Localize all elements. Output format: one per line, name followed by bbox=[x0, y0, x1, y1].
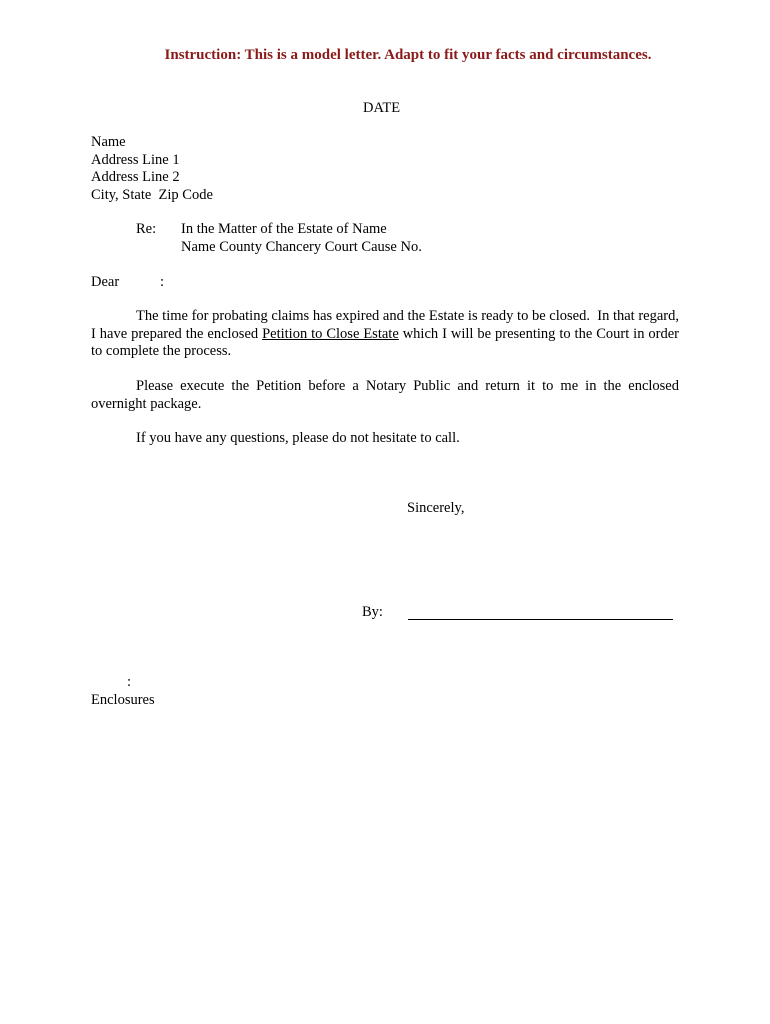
letter-date: DATE bbox=[363, 100, 401, 116]
recipient-address-line-1: Address Line 1 bbox=[91, 151, 180, 168]
recipient-address-line-2: Address Line 2 bbox=[91, 169, 180, 185]
body-paragraph-2: Please execute the Petition before a Notary Public and return it to me in the enclosed overnight package. bbox=[91, 378, 679, 412]
signature-line bbox=[408, 619, 673, 620]
enclosure-colon: : bbox=[127, 674, 132, 690]
re-label: Re: bbox=[136, 221, 157, 237]
recipient-address-block bbox=[91, 134, 213, 204]
body-paragraph-1 bbox=[91, 308, 683, 361]
re-subject-line-2: Name County Chancery Court Cause No. bbox=[181, 238, 422, 255]
body-paragraph-1-text-a: The time for probating claims has expired and the Estate is ready to be closed. In that regard, I have prepared the enclosed bbox=[91, 308, 683, 342]
petition-to-close-estate-reference: Petition to Close Estate bbox=[262, 325, 399, 342]
recipient-name: Name bbox=[91, 134, 126, 150]
closing-sincerely: Sincerely, bbox=[407, 500, 465, 516]
re-subject-line-1: In the Matter of the Estate of Name bbox=[181, 221, 387, 237]
enclosures-label: Enclosures bbox=[91, 692, 155, 708]
salutation-word: Dear bbox=[91, 274, 120, 290]
instruction-banner: Instruction: This is a model letter. Adapt to fit your facts and circumstances. bbox=[164, 47, 652, 63]
re-subject-block bbox=[181, 221, 422, 256]
recipient-city-state-zip: City, State Zip Code bbox=[91, 186, 213, 203]
salutation-colon: : bbox=[160, 274, 165, 290]
signature-by-label: By: bbox=[362, 604, 383, 620]
body-paragraph-1-text-b: which I will be presenting to the Court in order to complete the process. bbox=[91, 325, 679, 359]
body-paragraph-3: If you have any questions, please do not hesitate to call. bbox=[136, 430, 460, 446]
